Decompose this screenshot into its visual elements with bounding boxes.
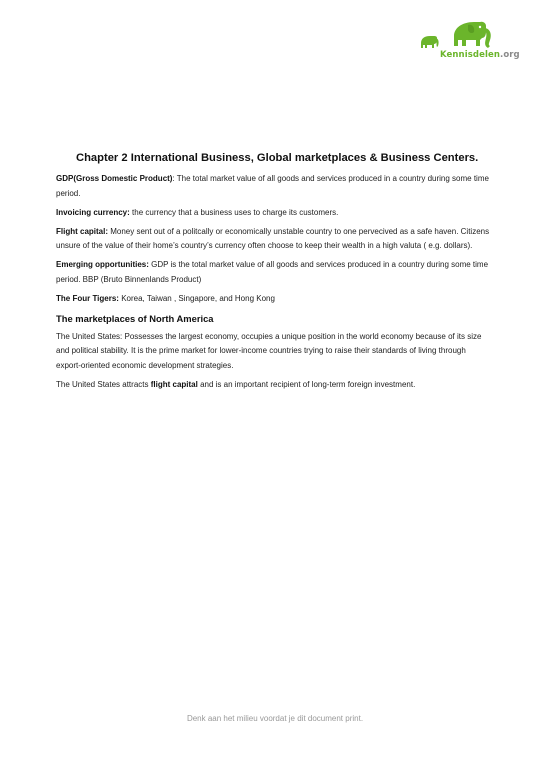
definition-term: Emerging opportunities: [56,260,149,269]
section-heading: The marketplaces of North America [56,312,214,324]
definition-text: Money sent out of a politcally or economically unstable country to one pervecived as a safe haven. Citizens unsure of the value of their home’s country’s currency often choose to keep their wealth in a high valuta ( e.g. dollars). [56,226,490,250]
definition-term: GDP(Gross Domestic Product) [56,174,173,183]
definition-text: Korea, Taiwan , Singapore, and Hong Kong [118,293,275,303]
definition-term: Flight capital: [56,226,108,236]
logo-name-part1: Kennis [440,50,473,60]
definition-flight-capital [56,225,492,254]
definition-invoicing-currency [56,206,492,221]
kennisdelen-logo[interactable] [418,18,536,62]
definition-gdp [56,172,492,201]
section-paragraph [56,378,492,393]
paragraph-bold-text: flight capital [150,379,198,389]
definition-term: The Four Tigers: [56,293,119,303]
definition-text: the currency that a business uses to charge its customers. [129,207,339,217]
definition-four-tigers [56,292,492,307]
section-paragraph: The United States: Possesses the largest economy, occupies a unique position in the world economy because of its size and political stability. It is the prime market for lower-income countries trying to raise their standards of living through export-oriented economic development strategies. [56,331,482,370]
page-title: Chapter 2 International Business, Global marketplaces & Business Centers. [76,152,479,164]
logo-name-suffix: .org [499,50,520,60]
definition-term: Invoicing currency: [56,207,130,217]
paragraph-text: The United States attracts [56,379,151,389]
page-footer: Denk aan het milieu voordat je dit document print. [186,714,364,723]
document-body [56,150,492,397]
definition-emerging-opportunities [56,258,492,287]
paragraph-text: and is an important recipient of long-term foreign investment. [197,379,416,389]
definition-text: : The total market value of all goods and services produced in a country during some time period. [56,174,489,198]
logo-name-part2: delen [472,50,500,60]
logo-wordmark [440,50,520,60]
definition-text: GDP is the total market value of all goods and services produced in a country during some time period. BBP (Bruto Binnenlands Product) [56,260,489,284]
